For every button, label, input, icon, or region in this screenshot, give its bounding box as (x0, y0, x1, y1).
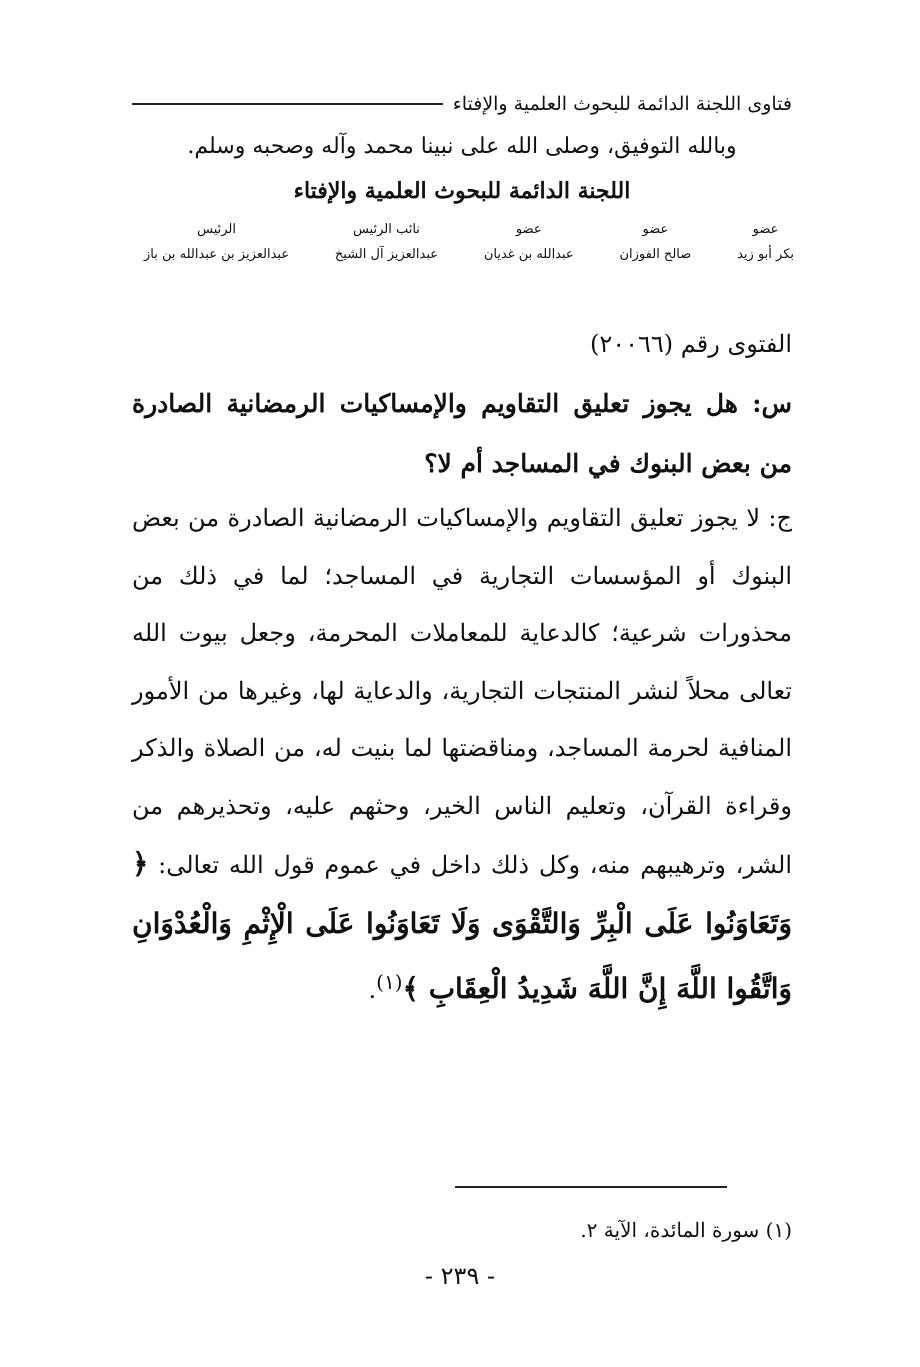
signatory (620, 222, 692, 262)
committee-name: اللجنة الدائمة للبحوث العلمية والإفتاء (293, 178, 631, 204)
signatory-name: بكر أبو زيد (737, 247, 794, 262)
quran-verse: ﴿ وَتَعَاوَنُوا عَلَى الْبِرِّ وَالتَّقْوَى وَلَا تَعَاوَنُوا عَلَى الْإِثْمِ وَالْعُدْوَانِ وَاتَّقُوا اللَّهَ إِنَّ اللَّهَ شَدِيدُ الْعِقَابِ ﴾ (132, 847, 792, 1005)
signatory (484, 222, 574, 262)
fatwa-number: الفتوى رقم (٢٠٠٦٦) (589, 330, 792, 358)
footnote-reference[interactable]: (١) (376, 970, 403, 994)
signatory (737, 222, 794, 262)
signatory-role: الرئيس (197, 222, 236, 237)
header-rule (132, 103, 443, 105)
question: س: هل يجوز تعليق التقاويم والإمساكيات الرمضانية الصادرة من بعض البنوك في المساجد أم لا؟ (132, 389, 792, 478)
signatory-role: عضو (515, 222, 542, 237)
footnote: (١) سورة المائدة، الآية ٢. (580, 1218, 792, 1242)
signatory (144, 222, 289, 262)
closing-line: وبالله التوفيق، وصلى الله على نبينا محمد وآله وصحبه وسلم. (187, 134, 737, 159)
signatory-name: عبدالعزيز آل الشيخ (334, 247, 439, 262)
running-header-title: فتاوى اللجنة الدائمة للبحوث العلمية والإفتاء (452, 93, 792, 115)
signatory-role: عضو (752, 222, 779, 237)
signatory (335, 222, 438, 262)
signatory-role: نائب الرئيس (352, 222, 420, 237)
running-header (132, 86, 792, 122)
page-number: - ٢٣٩ - (424, 1262, 496, 1290)
answer-text: ج: لا يجوز تعليق التقاويم والإمساكيات الرمضانية الصادرة من بعض البنوك أو المؤسسات التجارية في المساجد؛ لما في ذلك من محذورات شرعية؛ كالدعاية للمعاملات المحرمة، وجعل بيوت الله تعالى محلاً لنشر المنتجات التجارية، والدعاية لها، وغيرها من الأمور المنافية لحرمة المساجد، ومناقضتها لما بنيت له، من الصلاة والذكر وقراءة القرآن، وتعليم الناس الخير، وحثهم عليه، وتحذيرهم من الشر، وترهيبهم منه، وكل ذلك داخل في عموم قول الله تعالى: (132, 504, 792, 879)
answer (132, 490, 792, 1020)
signatories (144, 222, 794, 262)
footnote-rule (455, 1186, 727, 1188)
signatory-name: صالح الفوزان (619, 247, 692, 262)
signatory-role: عضو (642, 222, 669, 237)
signatory-name: عبدالله بن غديان (483, 247, 574, 262)
answer-end: . (368, 976, 377, 1004)
signatory-name: عبدالعزيز بن عبدالله بن باز (144, 247, 290, 262)
